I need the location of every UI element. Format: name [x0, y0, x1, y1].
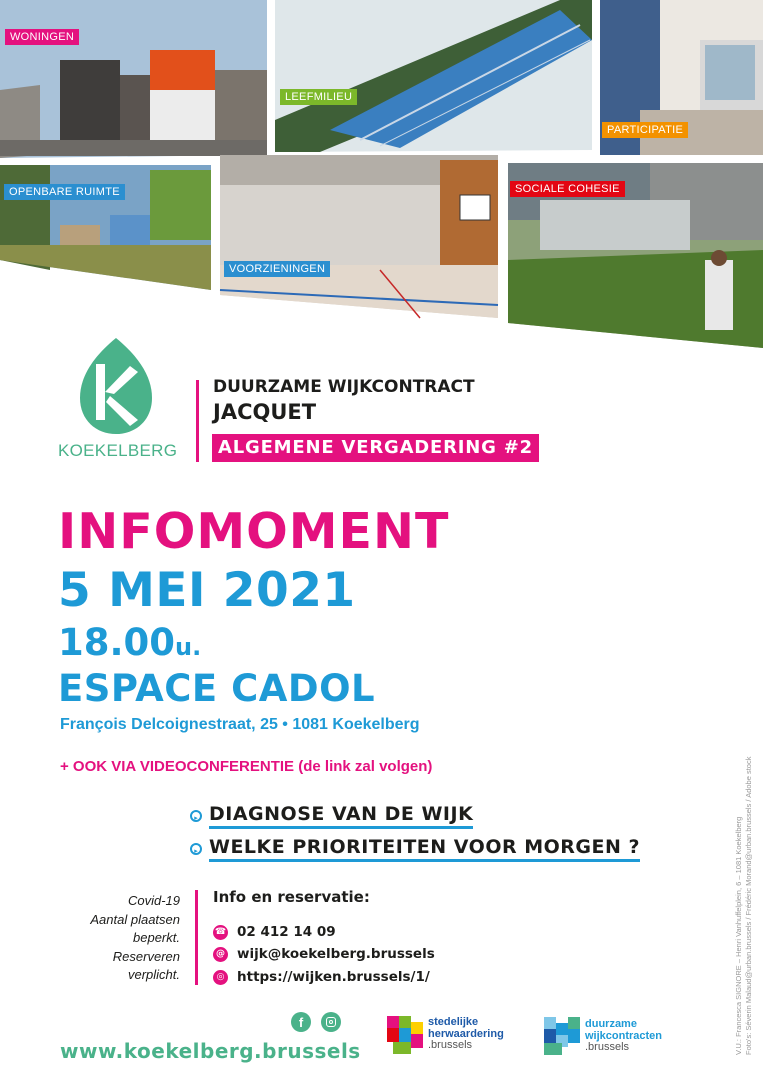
- photo-leefmilieu: [275, 0, 592, 152]
- partner1-line1: stedelijke: [428, 1016, 479, 1028]
- covid-line4: Reserveren: [112, 948, 180, 964]
- facebook-icon[interactable]: f: [291, 1012, 311, 1032]
- tag-leefmilieu: LEEFMILIEU: [280, 89, 357, 105]
- instagram-icon[interactable]: [321, 1012, 341, 1032]
- contact-url-row[interactable]: [213, 969, 430, 985]
- partner2-line3: .brussels: [585, 1041, 630, 1053]
- topic-item-1: [190, 803, 473, 829]
- event-time: 18.00: [58, 621, 176, 664]
- phone-icon: ☎: [213, 925, 228, 940]
- event-time-row: [58, 621, 201, 664]
- event-date: 5 MEI 2021: [58, 563, 356, 618]
- header-line2: JACQUET: [213, 400, 317, 424]
- arrow-icon: ▸: [190, 843, 202, 855]
- event-online: + OOK VIA VIDEOCONFERENTIE (de link zal volgen): [60, 758, 433, 775]
- topic-item-2: [190, 836, 640, 862]
- website-link[interactable]: www.koekelberg.brussels: [60, 1039, 361, 1063]
- partner1-text: [428, 1017, 504, 1052]
- duurzame-wijkcontracten-logo-icon: [544, 1017, 580, 1055]
- partner2-line1: duurzame: [585, 1018, 637, 1030]
- koekelberg-logo-icon: [78, 336, 154, 436]
- stedelijke-herwaardering-logo-icon: [387, 1016, 423, 1054]
- photo-voorzieningen: [220, 155, 498, 318]
- tag-participatie: PARTICIPATIE: [602, 122, 688, 138]
- covid-line2: Aantal plaatsen: [90, 911, 180, 927]
- contact-divider: [195, 890, 198, 985]
- tag-openbare-ruimte: OPENBARE RUIMTE: [4, 184, 125, 200]
- contact-heading: Info en reservatie:: [213, 888, 370, 906]
- topic-label-2: WELKE PRIORITEITEN VOOR MORGEN ?: [209, 836, 640, 862]
- globe-icon: ◎: [213, 970, 228, 985]
- event-time-suffix: u.: [175, 633, 202, 661]
- tag-sociale-cohesie: SOCIALE COHESIE: [510, 181, 625, 197]
- contact-phone-row[interactable]: [213, 924, 336, 940]
- covid-note: [58, 892, 180, 985]
- event-address: François Delcoignestraat, 25 • 1081 Koekelberg: [60, 716, 420, 733]
- covid-line3: beperkt.: [133, 930, 180, 945]
- covid-line1: Covid-19: [127, 893, 180, 908]
- contact-email: wijk@koekelberg.brussels: [237, 946, 435, 962]
- contact-url: https://wijken.brussels/1/: [237, 969, 430, 985]
- credits: [734, 675, 754, 1055]
- event-title: INFOMOMENT: [58, 503, 450, 560]
- header-line1: DUURZAME WIJKCONTRACT: [213, 377, 475, 397]
- covid-line5: verplicht.: [127, 967, 180, 982]
- header-divider: [196, 380, 199, 462]
- contact-email-row[interactable]: [213, 946, 435, 962]
- arrow-icon: ▸: [190, 810, 202, 822]
- event-venue: ESPACE CADOL: [58, 667, 376, 710]
- credits-line1: V.U.: Francesca SIGNORE – Henri Vanhuffelplein, 6 – 1081 Koekelberg: [734, 816, 743, 1055]
- partner1-line2: herwaardering: [428, 1027, 504, 1040]
- at-icon: @: [213, 947, 228, 962]
- tag-woningen: WONINGEN: [5, 29, 79, 45]
- photo-collage: [0, 0, 763, 350]
- credits-line2: Foto's: Séverin Malaud@urban.brussels / Frédéric Morand@urban.brussels / Adobe stock: [744, 756, 753, 1055]
- partner2-text: [585, 1019, 662, 1054]
- photo-woningen: [0, 0, 267, 158]
- contact-phone: 02 412 14 09: [237, 924, 336, 940]
- partner1-line3: .brussels: [428, 1039, 473, 1051]
- topic-label-1: DIAGNOSE VAN DE WIJK: [209, 803, 473, 829]
- tag-voorzieningen: VOORZIENINGEN: [224, 261, 330, 277]
- partner2-line2: wijkcontracten: [585, 1029, 663, 1042]
- header-line3: ALGEMENE VERGADERING #2: [212, 434, 539, 462]
- logo-name: KOEKELBERG: [58, 441, 178, 460]
